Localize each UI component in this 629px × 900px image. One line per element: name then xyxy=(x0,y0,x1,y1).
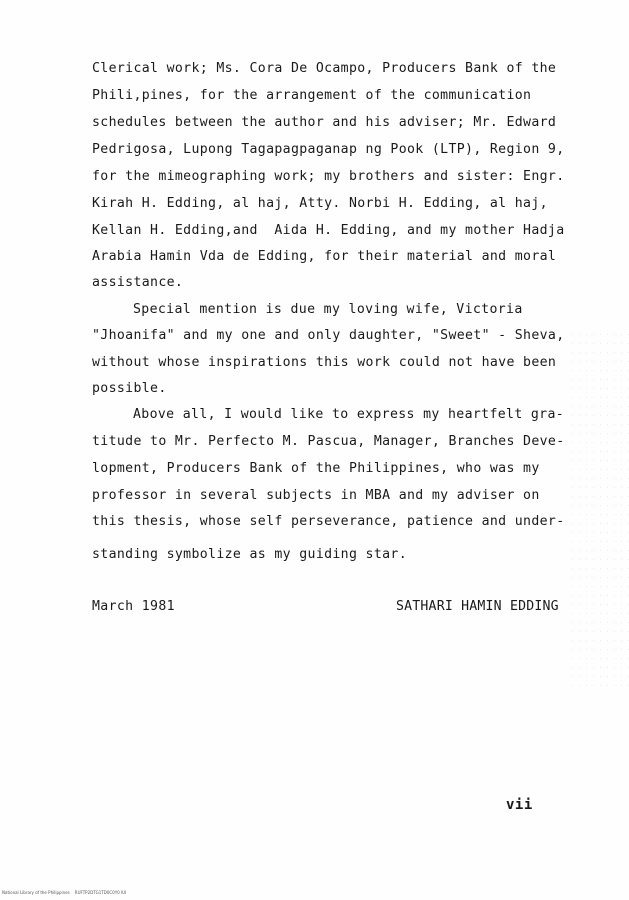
text-line: Special mention is due my loving wife, Victoria xyxy=(133,302,523,317)
text-line: Pedrigosa, Lupong Tagapagpaganap ng Pook (LTP), Region 9, xyxy=(92,142,565,157)
text-line: Arabia Hamin Vda de Edding, for their material and moral xyxy=(92,249,557,264)
text-line: Above all, I would like to express my heartfelt gra- xyxy=(133,407,565,422)
text-line: this thesis, whose self perseverance, patience and under- xyxy=(92,514,565,529)
scan-footer-text: National Library of the Philippines RUFTP2DTG1TD0C0Y0 IUI xyxy=(2,890,127,895)
text-line: professor in several subjects in MBA and my adviser on xyxy=(92,488,540,503)
date-line: March 1981 xyxy=(92,599,175,614)
text-line: without whose inspirations this work could not have been xyxy=(92,355,557,370)
text-line: for the mimeographing work; my brothers and sister: Engr. xyxy=(92,169,565,184)
author-signature: SATHARI HAMIN EDDING xyxy=(396,599,559,614)
text-line: Kirah H. Edding, al haj, Atty. Norbi H. Edding, al haj, xyxy=(92,196,548,211)
text-line: lopment, Producers Bank of the Philippines, who was my xyxy=(92,461,540,476)
text-line: standing symbolize as my guiding star. xyxy=(92,547,408,562)
text-line: assistance. xyxy=(92,275,184,290)
text-line: Clerical work; Ms. Cora De Ocampo, Producers Bank of the xyxy=(92,61,557,76)
scan-speckle-texture xyxy=(569,330,629,690)
page-number: vii xyxy=(506,797,533,813)
text-line: possible. xyxy=(92,381,167,396)
text-line: "Jhoanifa" and my one and only daughter, "Sweet" - Sheva, xyxy=(92,328,565,343)
text-line: schedules between the author and his adviser; Mr. Edward xyxy=(92,115,557,130)
text-line: titude to Mr. Perfecto M. Pascua, Manager, Branches Deve- xyxy=(92,434,565,449)
text-line: Phili‚pines, for the arrangement of the communication xyxy=(92,88,532,103)
text-line: Kellan H. Edding,and Aida H. Edding, and my mother Hadja xyxy=(92,223,565,238)
